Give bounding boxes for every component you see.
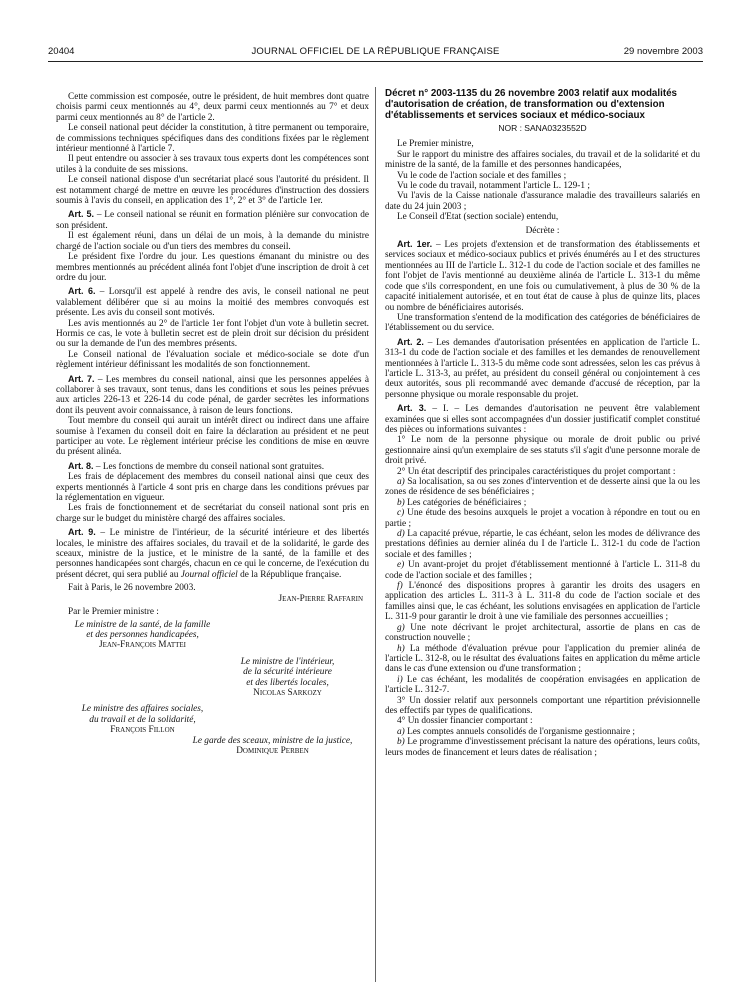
paragraph: Il peut entendre ou associer à ses travaux tous experts dont les compétences sont utiles à la conduite de ses missions. bbox=[56, 154, 369, 175]
header-rule bbox=[48, 61, 703, 62]
item-letter: g) bbox=[397, 622, 405, 633]
list-item: 3° Un dossier relatif aux personnels comportant une répartition prévisionnelle des effectifs par types de qualifications. bbox=[385, 695, 700, 716]
minister-justice-name: Dominique Perben bbox=[236, 745, 309, 756]
item-text: Les comptes annuels consolidés de l'organisme gestionnaire ; bbox=[404, 726, 636, 737]
list-item bbox=[385, 644, 700, 675]
item-letter: a) bbox=[397, 726, 405, 737]
signature-pm: Jean-Pierre Raffarin bbox=[278, 593, 363, 604]
article-text: – Les membres du conseil national, ainsi que les personnes appelées à collaborer à ses travaux, sont tenus, dans les conditions et sous les peines prévues aux articles 226-13 et 226-14 du code pénal, de garder secrètes les informations dont ils peuvent avoir connaissance, à raison de leurs fonctions. bbox=[56, 374, 369, 416]
item-letter: e) bbox=[397, 560, 405, 571]
item-text: Le cas échéant, les modalités de coopération envisagées en application de l'article L. 312-7. bbox=[385, 674, 700, 696]
paragraph: Le Conseil national de l'évaluation sociale et médico-sociale se dote d'un règlement intérieur définissant les modalités de son fonctionnement. bbox=[56, 349, 369, 371]
article-text: – I. – Les demandes d'autorisation ne peuvent être valablement examinées que si elles sont accompagnées d'un dossier justificatif complet constitué des pièces ou informations suivantes : bbox=[385, 404, 700, 435]
list-item: 4° Un dossier financier comportant : bbox=[397, 716, 533, 727]
article-text: – Les fonctions de membre du conseil national sont gratuites. bbox=[93, 461, 325, 472]
nor-reference: NOR : SANA0323552D bbox=[498, 123, 587, 133]
item-text: Le programme d'investissement précisant la nature des opérations, leurs coûts, leurs modes de financement et leurs dates de réalisation ; bbox=[385, 737, 700, 758]
journal-title: JOURNAL OFFICIEL DE LA RÉPUBLIQUE FRANÇAISE bbox=[251, 46, 500, 57]
item-letter: i) bbox=[397, 674, 403, 685]
paragraph: Vu le code de l'action sociale et des familles ; bbox=[397, 170, 567, 181]
paragraph: Le président fixe l'ordre du jour. Les questions émanant du ministre ou des membres mentionnés au précédent alinéa font l'objet d'une inscription de droit à cet ordre du jour. bbox=[56, 252, 369, 283]
article-label: Art. 6. bbox=[68, 286, 96, 297]
minister-health-title-1: Le ministre de la santé, de la famille bbox=[74, 619, 211, 630]
list-item: 1° Le nom de la personne physique ou morale de droit public ou privé gestionnaire ainsi qu'un exemplaire de ses statuts s'il s'agit d'une personne morale de droit privé. bbox=[385, 435, 700, 467]
done-at: Fait à Paris, le 26 novembre 2003. bbox=[68, 583, 196, 594]
journal-reference: Journal officiel bbox=[180, 569, 238, 580]
article-label: Art. 5. bbox=[68, 209, 95, 220]
item-text: L'énoncé des dispositions propres à garantir les droits des usagers en application des articles L. 311-3 à L. 311-8 du code de l'action sociale et des familles ainsi que, le cas échéant, les solutions envisagées en application de l'article L. 311-9 pour garantir le droit à une vie familiale des personnes accueillies ; bbox=[385, 581, 700, 623]
page-header bbox=[48, 46, 703, 60]
item-text: Les catégories de bénéficiaires ; bbox=[404, 497, 527, 508]
article-9 bbox=[56, 527, 369, 580]
paragraph: Une transformation s'entend de la modification des catégories de bénéficiaires de l'établissement ou du service. bbox=[385, 312, 700, 334]
article-text-end: de la République française. bbox=[237, 569, 342, 580]
article-7 bbox=[56, 374, 369, 417]
minister-interior-title-3: et des libertés locales, bbox=[246, 677, 329, 688]
decrees-heading: Décrète : bbox=[525, 225, 560, 236]
paragraph: Les frais de fonctionnement et de secrétariat du conseil national sont pris en charge sur le budget du ministère chargé des affaires sociales. bbox=[56, 503, 369, 524]
item-letter: a) bbox=[397, 477, 405, 487]
item-text: La méthode d'évaluation prévue pour l'application du premier alinéa de l'article L. 312-8, ou le résultat des évaluations faites en application du même article dans le cas d'une extension ou d'une transformation ; bbox=[385, 643, 700, 675]
paragraph: Le Conseil d'Etat (section sociale) entendu, bbox=[397, 212, 559, 223]
item-text: Un avant-projet du projet d'établissement mentionné à l'article L. 311-8 du code de l'action sociale et des familles ; bbox=[385, 560, 700, 581]
article-label: Art. 9. bbox=[68, 527, 96, 538]
item-text: La capacité prévue, répartie, le cas échéant, selon les modes de délivrance des prestations définies au dernier alinéa du I de l'article L. 312-1 du code de l'action sociale et des familles ; bbox=[385, 529, 700, 560]
paragraph: Le conseil national peut décider la constitution, à titre permanent ou temporaire, de commissions techniques spécifiques dans des conditions fixées par le règlement intérieur mentionné à l'article 7. bbox=[56, 123, 369, 155]
minister-social-name: François Fillon bbox=[110, 725, 175, 736]
list-item bbox=[385, 581, 700, 623]
list-item bbox=[385, 529, 700, 560]
article-6 bbox=[56, 286, 369, 318]
article-label: Art. 1er. bbox=[397, 239, 433, 250]
item-letter: h) bbox=[397, 643, 405, 654]
article-text: – Les projets d'extension et de transformation des établissements et services sociaux et médico-sociaux publics et privés énumérés au I et des structures mentionnées au III de l'article L. 312-1 du code de l'action sociale et des familles ne font l'objet de l'avis mentionné au deuxième alinéa de l'article L. 313-1 du même code que s'ils correspondent, en une fois ou cumulativement, à plus de 30 % de la capacité initialement autorisée, et en tout état de cause à plus de quinze lits, places ou nombre de bénéficiaires autorisés. bbox=[385, 240, 700, 313]
article-2 bbox=[385, 337, 700, 400]
paragraph: Sur le rapport du ministre des affaires sociales, du travail et de la solidarité et du ministre de la santé, de la famille et des personnes handicapées, bbox=[385, 149, 700, 171]
item-letter: c) bbox=[397, 508, 405, 519]
article-label: Art. 7. bbox=[68, 373, 95, 384]
minister-health-title-2: et des personnes handicapées, bbox=[86, 629, 199, 640]
paragraph: Cette commission est composée, outre le président, de huit membres dont quatre choisis parmi ceux mentionnés au 4°, deux parmi ceux mentionnés au 7° et deux parmi ceux mentionnés au 8° de l'article 2. bbox=[56, 92, 369, 123]
paragraph: Vu le code du travail, notamment l'article L. 129-1 ; bbox=[397, 181, 590, 192]
paragraph: Il est également réuni, dans un délai de un mois, à la demande du ministre chargé de l'action sociale ou d'un tiers des membres du conseil. bbox=[56, 231, 369, 252]
right-column bbox=[385, 88, 700, 758]
list-item: 2° Un état descriptif des principales caractéristiques du projet comportant : bbox=[397, 466, 676, 477]
list-item bbox=[385, 477, 700, 498]
item-letter: b) bbox=[397, 497, 405, 508]
article-label: Art. 8. bbox=[68, 460, 94, 471]
article-text: – Le conseil national se réunit en formation plénière sur convocation de son président. bbox=[56, 210, 369, 231]
list-item bbox=[385, 737, 700, 758]
minister-social-title-1: Le ministre des affaires sociales, bbox=[81, 704, 204, 715]
article-5 bbox=[56, 209, 369, 231]
decree-title: Décret n° 2003-1135 du 26 novembre 2003 relatif aux modalités d'autorisation de création, de transformation ou d'extension d'établissements et services sociaux et médico-sociaux bbox=[385, 88, 677, 121]
minister-interior-name: Nicolas Sarkozy bbox=[253, 687, 322, 698]
article-3 bbox=[385, 403, 700, 435]
minister-interior-title-2: de la sécurité intérieure bbox=[243, 667, 332, 678]
issue-date: 29 novembre 2003 bbox=[623, 46, 703, 57]
paragraph: Les avis mentionnés au 2° de l'article 1er font l'objet d'un vote à bulletin secret. Hormis ce cas, le vote à bulletin secret est de plein droit sur décision du président ou sur la demande de l'un des membres présents. bbox=[56, 318, 369, 350]
article-label: Art. 3. bbox=[397, 403, 427, 414]
paragraph: Les frais de déplacement des membres du conseil national ainsi que ceux des experts mentionnés à l'article 4 sont pris en charge dans les conditions prévues par la réglementation en vigueur. bbox=[56, 472, 369, 504]
article-1 bbox=[385, 239, 700, 313]
item-letter: f) bbox=[397, 581, 403, 592]
list-item bbox=[385, 508, 700, 529]
list-item bbox=[385, 623, 700, 644]
item-text: Une note décrivant le projet architectural, assortie de plans en cas de construction nouvelle ; bbox=[385, 622, 700, 644]
article-8 bbox=[56, 461, 369, 472]
paragraph: Le conseil national dispose d'un secrétariat placé sous l'autorité du président. Il est notamment chargé de mettre en œuvre les procédures d'instruction des dossiers soumis à l'avis du conseil, en application des 1°, 2° et 3° de l'article 1er. bbox=[56, 175, 369, 207]
list-item bbox=[385, 560, 700, 581]
article-text: – Lorsqu'il est appelé à rendre des avis, le conseil national ne peut valablement délibérer que si au moins la moitié des membres convoqués est présente. Les avis du conseil sont motivés. bbox=[56, 287, 369, 319]
left-column bbox=[56, 92, 369, 756]
article-text: – Les demandes d'autorisation présentées en application de l'article L. 313-1 du code de l'action sociale et des familles et les demandes de renouvellement mentionnées à l'article L. 313-5 du même code sont adressées, selon les cas prévus à l'article L. 313-3, au préfet, au président du conseil général ou conjointement à ces deux autorités, sous pli recommandé avec demande d'accusé de réception, par la personne physique ou morale responsable du projet. bbox=[385, 337, 700, 400]
column-divider bbox=[375, 87, 376, 982]
article-text: – Le ministre de l'intérieur, de la sécurité intérieure et des libertés locales, le ministre des affaires sociales, du travail et de la solidarité, le garde des sceaux, ministre de la justice, et le ministre de la santé, de la famille et des personnes handicapées sont chargés, chacun en ce qui le concerne, de l'exécution du présent décret, qui sera publié au bbox=[56, 528, 369, 580]
minister-health-name: Jean-François Mattei bbox=[98, 640, 187, 651]
minister-social-title-2: du travail et de la solidarité, bbox=[89, 714, 196, 725]
article-label: Art. 2. bbox=[397, 336, 424, 347]
minister-justice-title: Le garde des sceaux, ministre de la justice, bbox=[192, 735, 353, 746]
minister-interior-title-1: Le ministre de l'intérieur, bbox=[240, 656, 335, 667]
paragraph: Le Premier ministre, bbox=[397, 139, 474, 150]
paragraph: Vu l'avis de la Caisse nationale d'assurance maladie des travailleurs salariés en date du 24 juin 2003 ; bbox=[385, 191, 700, 212]
item-text: Sa localisation, sa ou ses zones d'intervention et de desserte ainsi que la ou les zones de résidence de ses bénéficiaires ; bbox=[385, 477, 700, 498]
list-item bbox=[385, 727, 700, 737]
list-item bbox=[385, 675, 700, 696]
item-letter: b) bbox=[397, 737, 405, 748]
by-pm: Par le Premier ministre : bbox=[68, 607, 159, 618]
page-number: 20404 bbox=[48, 46, 75, 57]
item-letter: d) bbox=[397, 529, 405, 540]
paragraph: Tout membre du conseil qui aurait un intérêt direct ou indirect dans une affaire soumise à l'examen du conseil doit en faire la déclaration au président et ne peut participer au vote. Le règlement intérieur précise les conditions de mise en œuvre du présent alinéa. bbox=[56, 416, 369, 458]
list-item bbox=[385, 498, 700, 508]
item-text: Une étude des besoins auxquels le projet a vocation à répondre en tout ou en partie ; bbox=[385, 508, 700, 529]
